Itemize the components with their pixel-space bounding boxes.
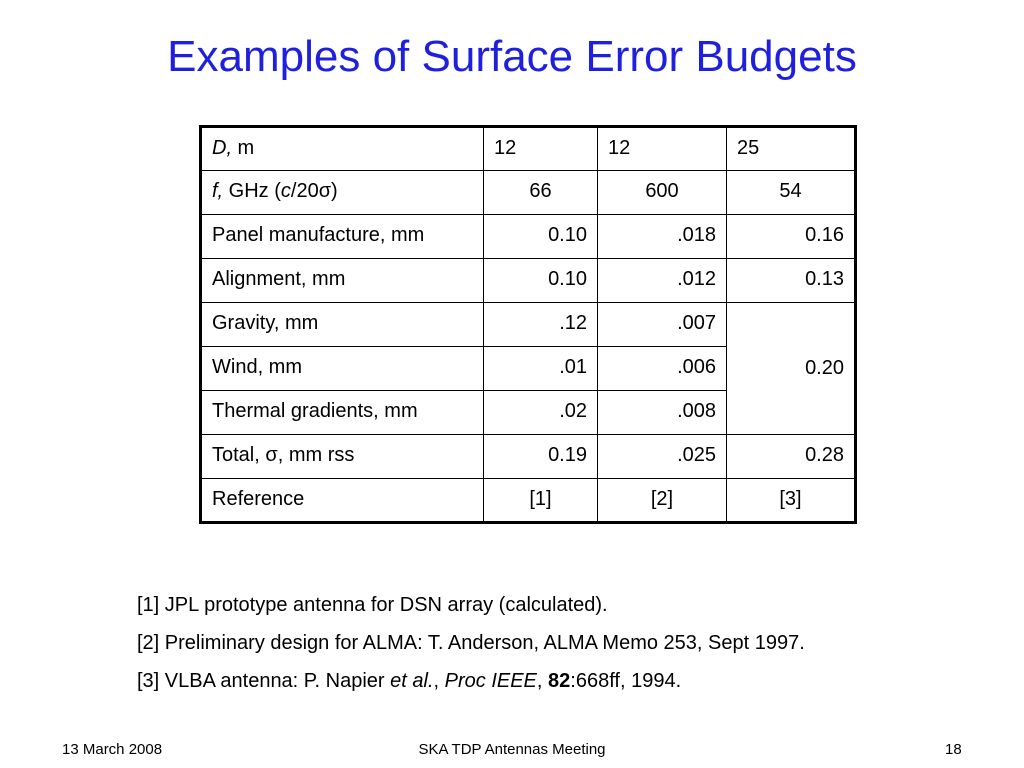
reference-item: [2] Preliminary design for ALMA: T. Anderson, ALMA Memo 253, Sept 1997. [137,632,805,654]
reference-item: [1] JPL prototype antenna for DSN array (calculated). [137,594,608,616]
table-cell: 0.28 [727,435,856,479]
table-cell: .008 [598,391,727,435]
row-label: f, GHz (c/20σ) [201,171,484,215]
table-cell: .012 [598,259,727,303]
row-label: Wind, mm [201,347,484,391]
table-row [201,435,856,479]
row-label: D, m [201,127,484,171]
table-cell: .01 [484,347,598,391]
table-cell: 25 [727,127,856,171]
row-label: Reference [201,479,484,523]
reference-list [137,586,805,700]
table-cell: 600 [598,171,727,215]
table-cell: 0.10 [484,215,598,259]
table-cell: 12 [484,127,598,171]
table-cell: .018 [598,215,727,259]
table-row [201,171,856,215]
table-row [201,303,856,347]
table-cell: .025 [598,435,727,479]
table-row [201,259,856,303]
table-row [201,479,856,523]
table-cell: 0.19 [484,435,598,479]
table-cell: .007 [598,303,727,347]
row-label: Alignment, mm [201,259,484,303]
table-cell: 0.10 [484,259,598,303]
table-cell: 66 [484,171,598,215]
table-cell: .006 [598,347,727,391]
table-cell: [1] [484,479,598,523]
table-cell: 54 [727,171,856,215]
table-row [201,215,856,259]
page-number: 18 [945,741,962,758]
table-cell: .12 [484,303,598,347]
row-label: Thermal gradients, mm [201,391,484,435]
table-cell: 0.16 [727,215,856,259]
table-cell: 0.13 [727,259,856,303]
table-cell: .02 [484,391,598,435]
table-cell: [2] [598,479,727,523]
reference-item: [3] VLBA antenna: P. Napier et al., Proc IEEE, 82:668ff, 1994. [137,670,682,692]
row-label: Gravity, mm [201,303,484,347]
row-label: Panel manufacture, mm [201,215,484,259]
table-cell: 12 [598,127,727,171]
table-cell: [3] [727,479,856,523]
row-label: Total, σ, mm rss [201,435,484,479]
table-row [201,127,856,171]
merged-table-cell: 0.20 [727,303,856,435]
footer-event: SKA TDP Antennas Meeting [418,741,606,758]
footer-date: 13 March 2008 [62,741,163,758]
surface-error-budget-table [199,125,857,524]
slide-title: Examples of Surface Error Budgets [167,32,857,81]
